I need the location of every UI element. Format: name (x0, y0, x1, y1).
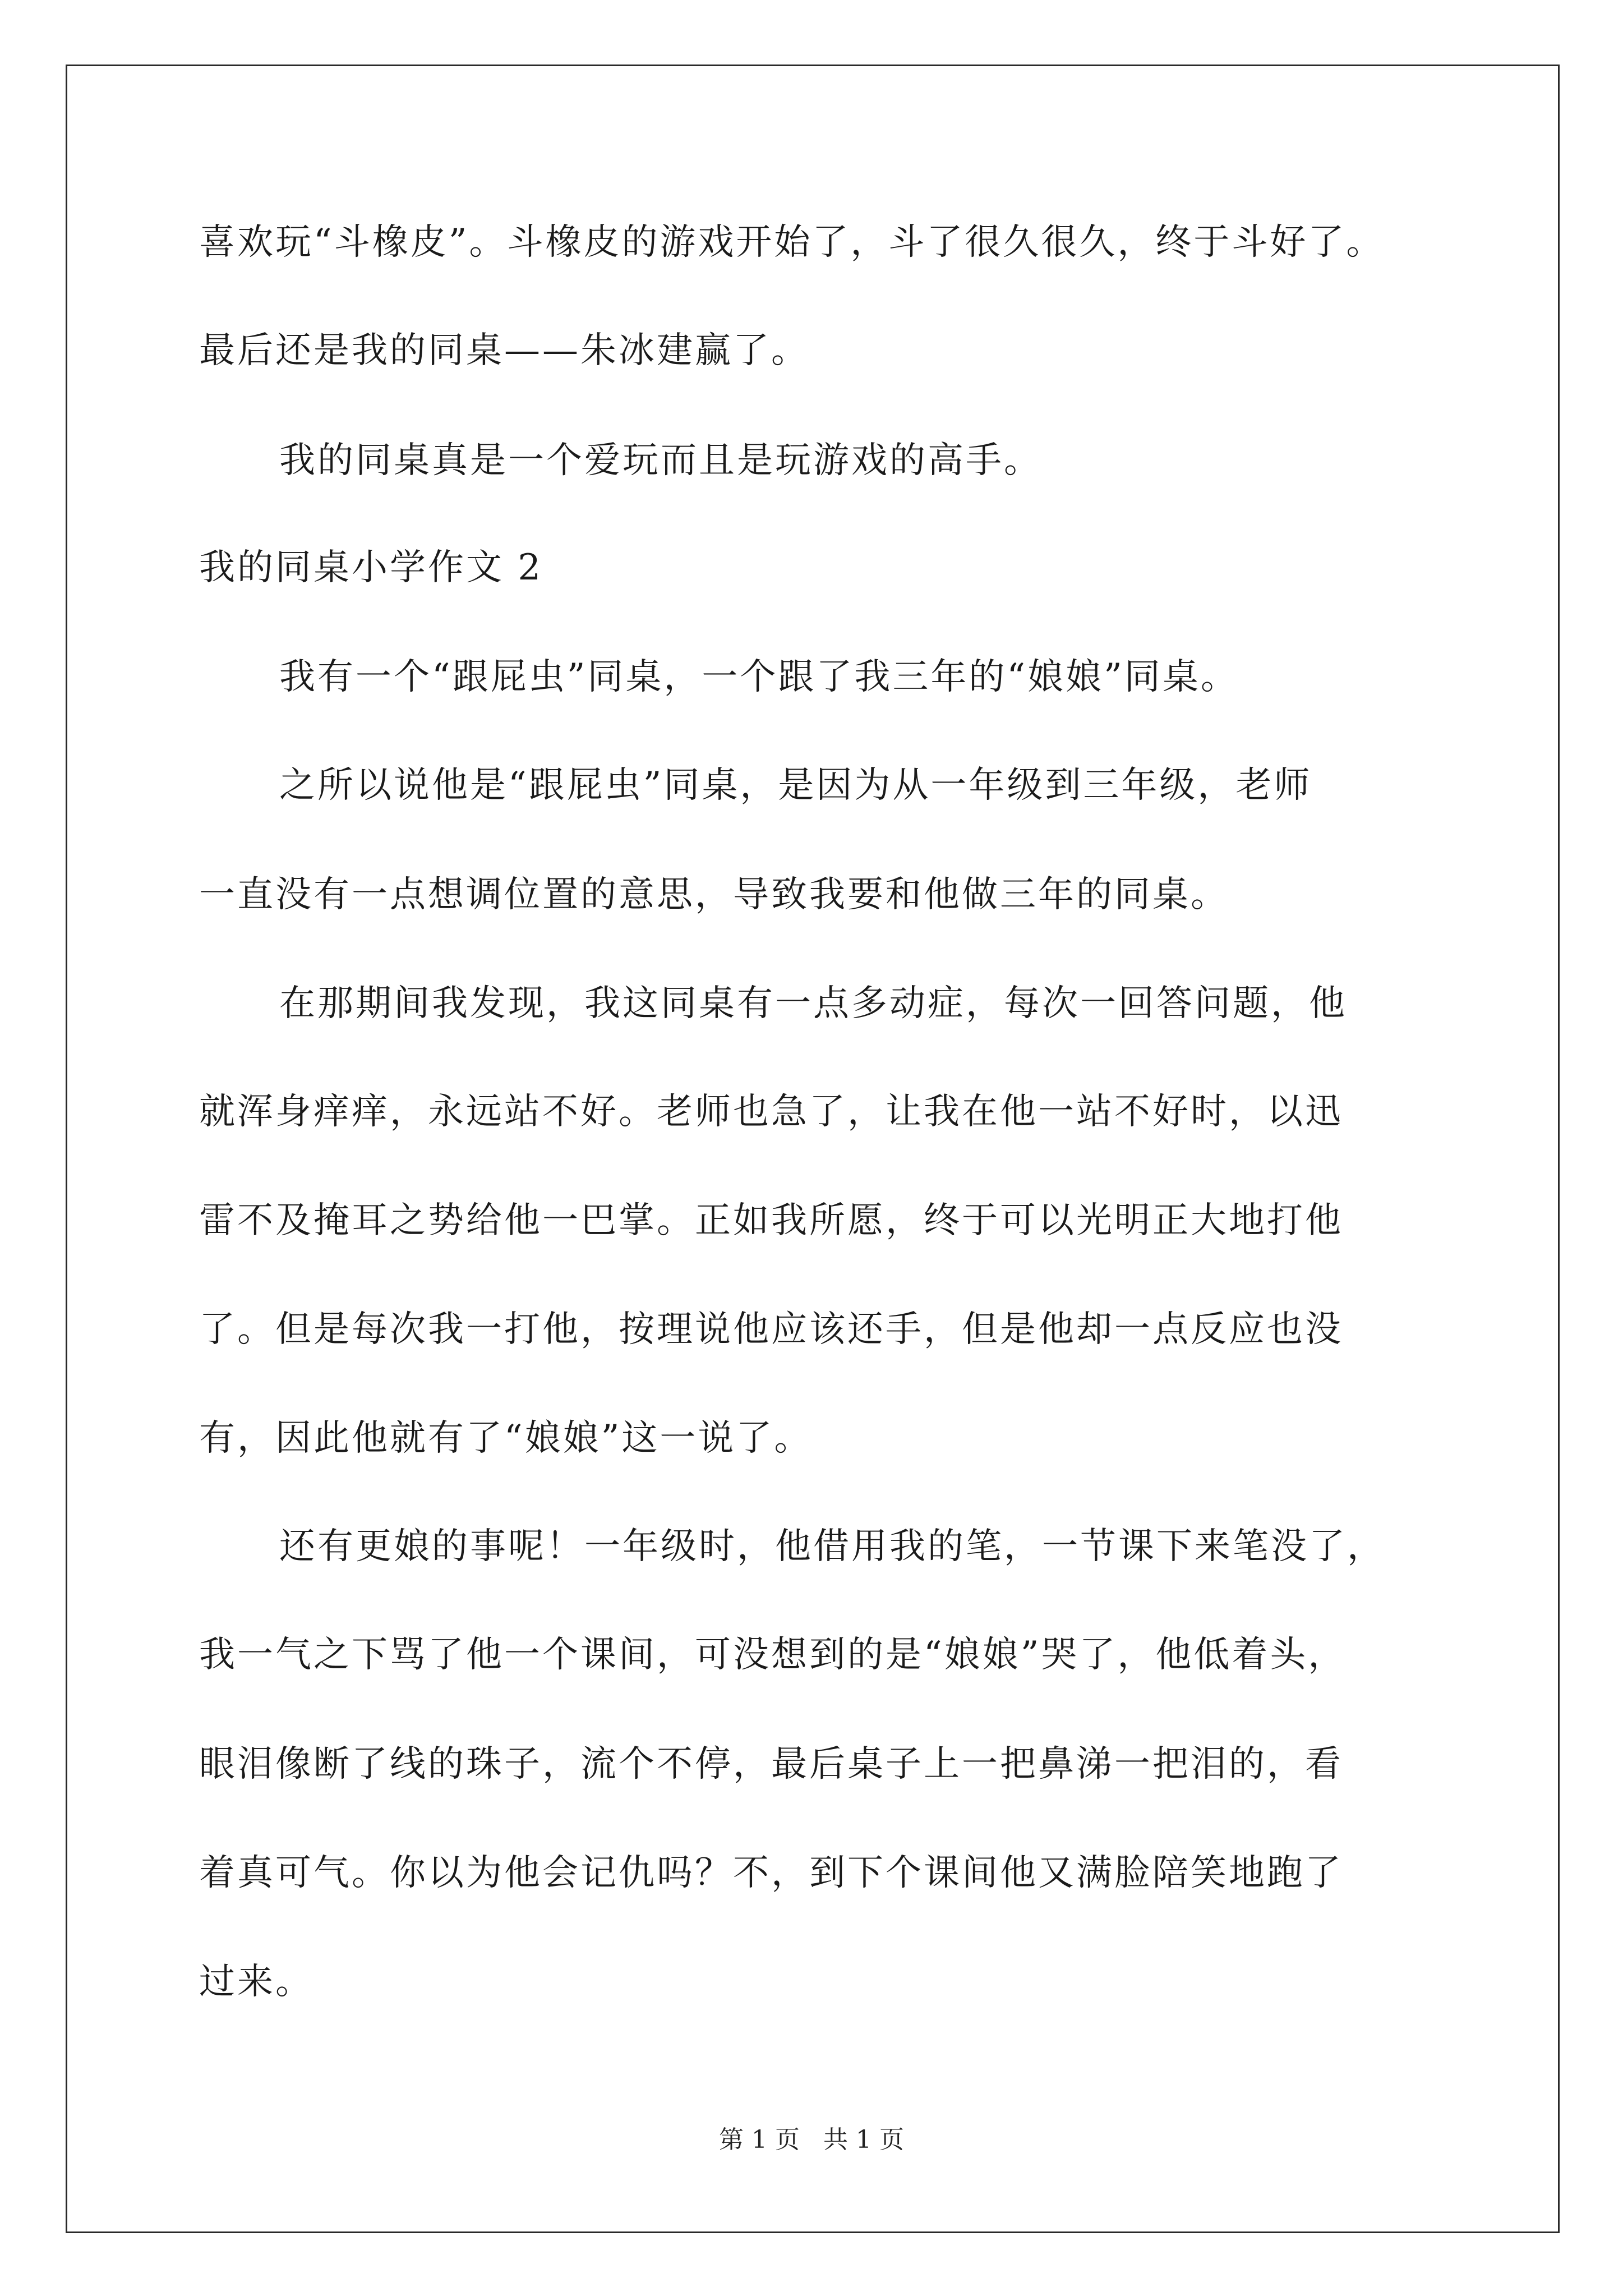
section-heading: 我的同桌小学作文 2 (199, 547, 543, 588)
paragraph-line: 着真可气。你以为他会记仇吗？不，到下个课间他又满脸陪笑地跑了 (199, 1852, 1343, 1894)
paragraph-line: 有，因此他就有了“娘娘”这一说了。 (199, 1418, 813, 1459)
page-number-total: 共 1 页 (823, 2125, 904, 2154)
paragraph-line: 在那期间我发现，我这同桌有一点多动症，每次一回答问题，他 (279, 983, 1347, 1024)
paragraph-line: 雷不及掩耳之势给他一巴掌。正如我所愿，终于可以光明正大地打他 (199, 1200, 1343, 1241)
paragraph-line: 过来。 (199, 1961, 313, 2003)
page-footer (0, 2123, 1623, 2157)
page-border (66, 65, 1560, 2233)
paragraph-line: 还有更娘的事呢！一年级时，他借用我的笔，一节课下来笔没了， (279, 1526, 1385, 1567)
page-number-current: 第 1 页 (719, 2125, 800, 2154)
paragraph-line: 就浑身痒痒，永远站不好。老师也急了，让我在他一站不好时，以迅 (199, 1091, 1343, 1133)
paragraph-line: 我有一个“跟屁虫”同桌，一个跟了我三年的“娘娘”同桌。 (279, 656, 1239, 698)
paragraph-line: 眼泪像断了线的珠子，流个不停，最后桌子上一把鼻涕一把泪的，看 (199, 1743, 1343, 1785)
paragraph-line: 最后还是我的同桌——朱冰建赢了。 (199, 330, 809, 371)
paragraph-line: 之所以说他是“跟屁虫”同桌，是因为从一年级到三年级，老师 (279, 765, 1312, 806)
paragraph-line: 一直没有一点想调位置的意思，导致我要和他做三年的同桌。 (199, 874, 1229, 915)
paragraph-line: 我一气之下骂了他一个课间，可没想到的是“娘娘”哭了，他低着头， (199, 1634, 1347, 1676)
paragraph-line: 了。但是每次我一打他，按理说他应该还手，但是他却一点反应也没 (199, 1309, 1343, 1350)
paragraph-line: 喜欢玩“斗橡皮”。斗橡皮的游戏开始了，斗了很久很久，终于斗好了。 (199, 222, 1385, 263)
paragraph-line: 我的同桌真是一个爱玩而且是玩游戏的高手。 (279, 440, 1042, 481)
